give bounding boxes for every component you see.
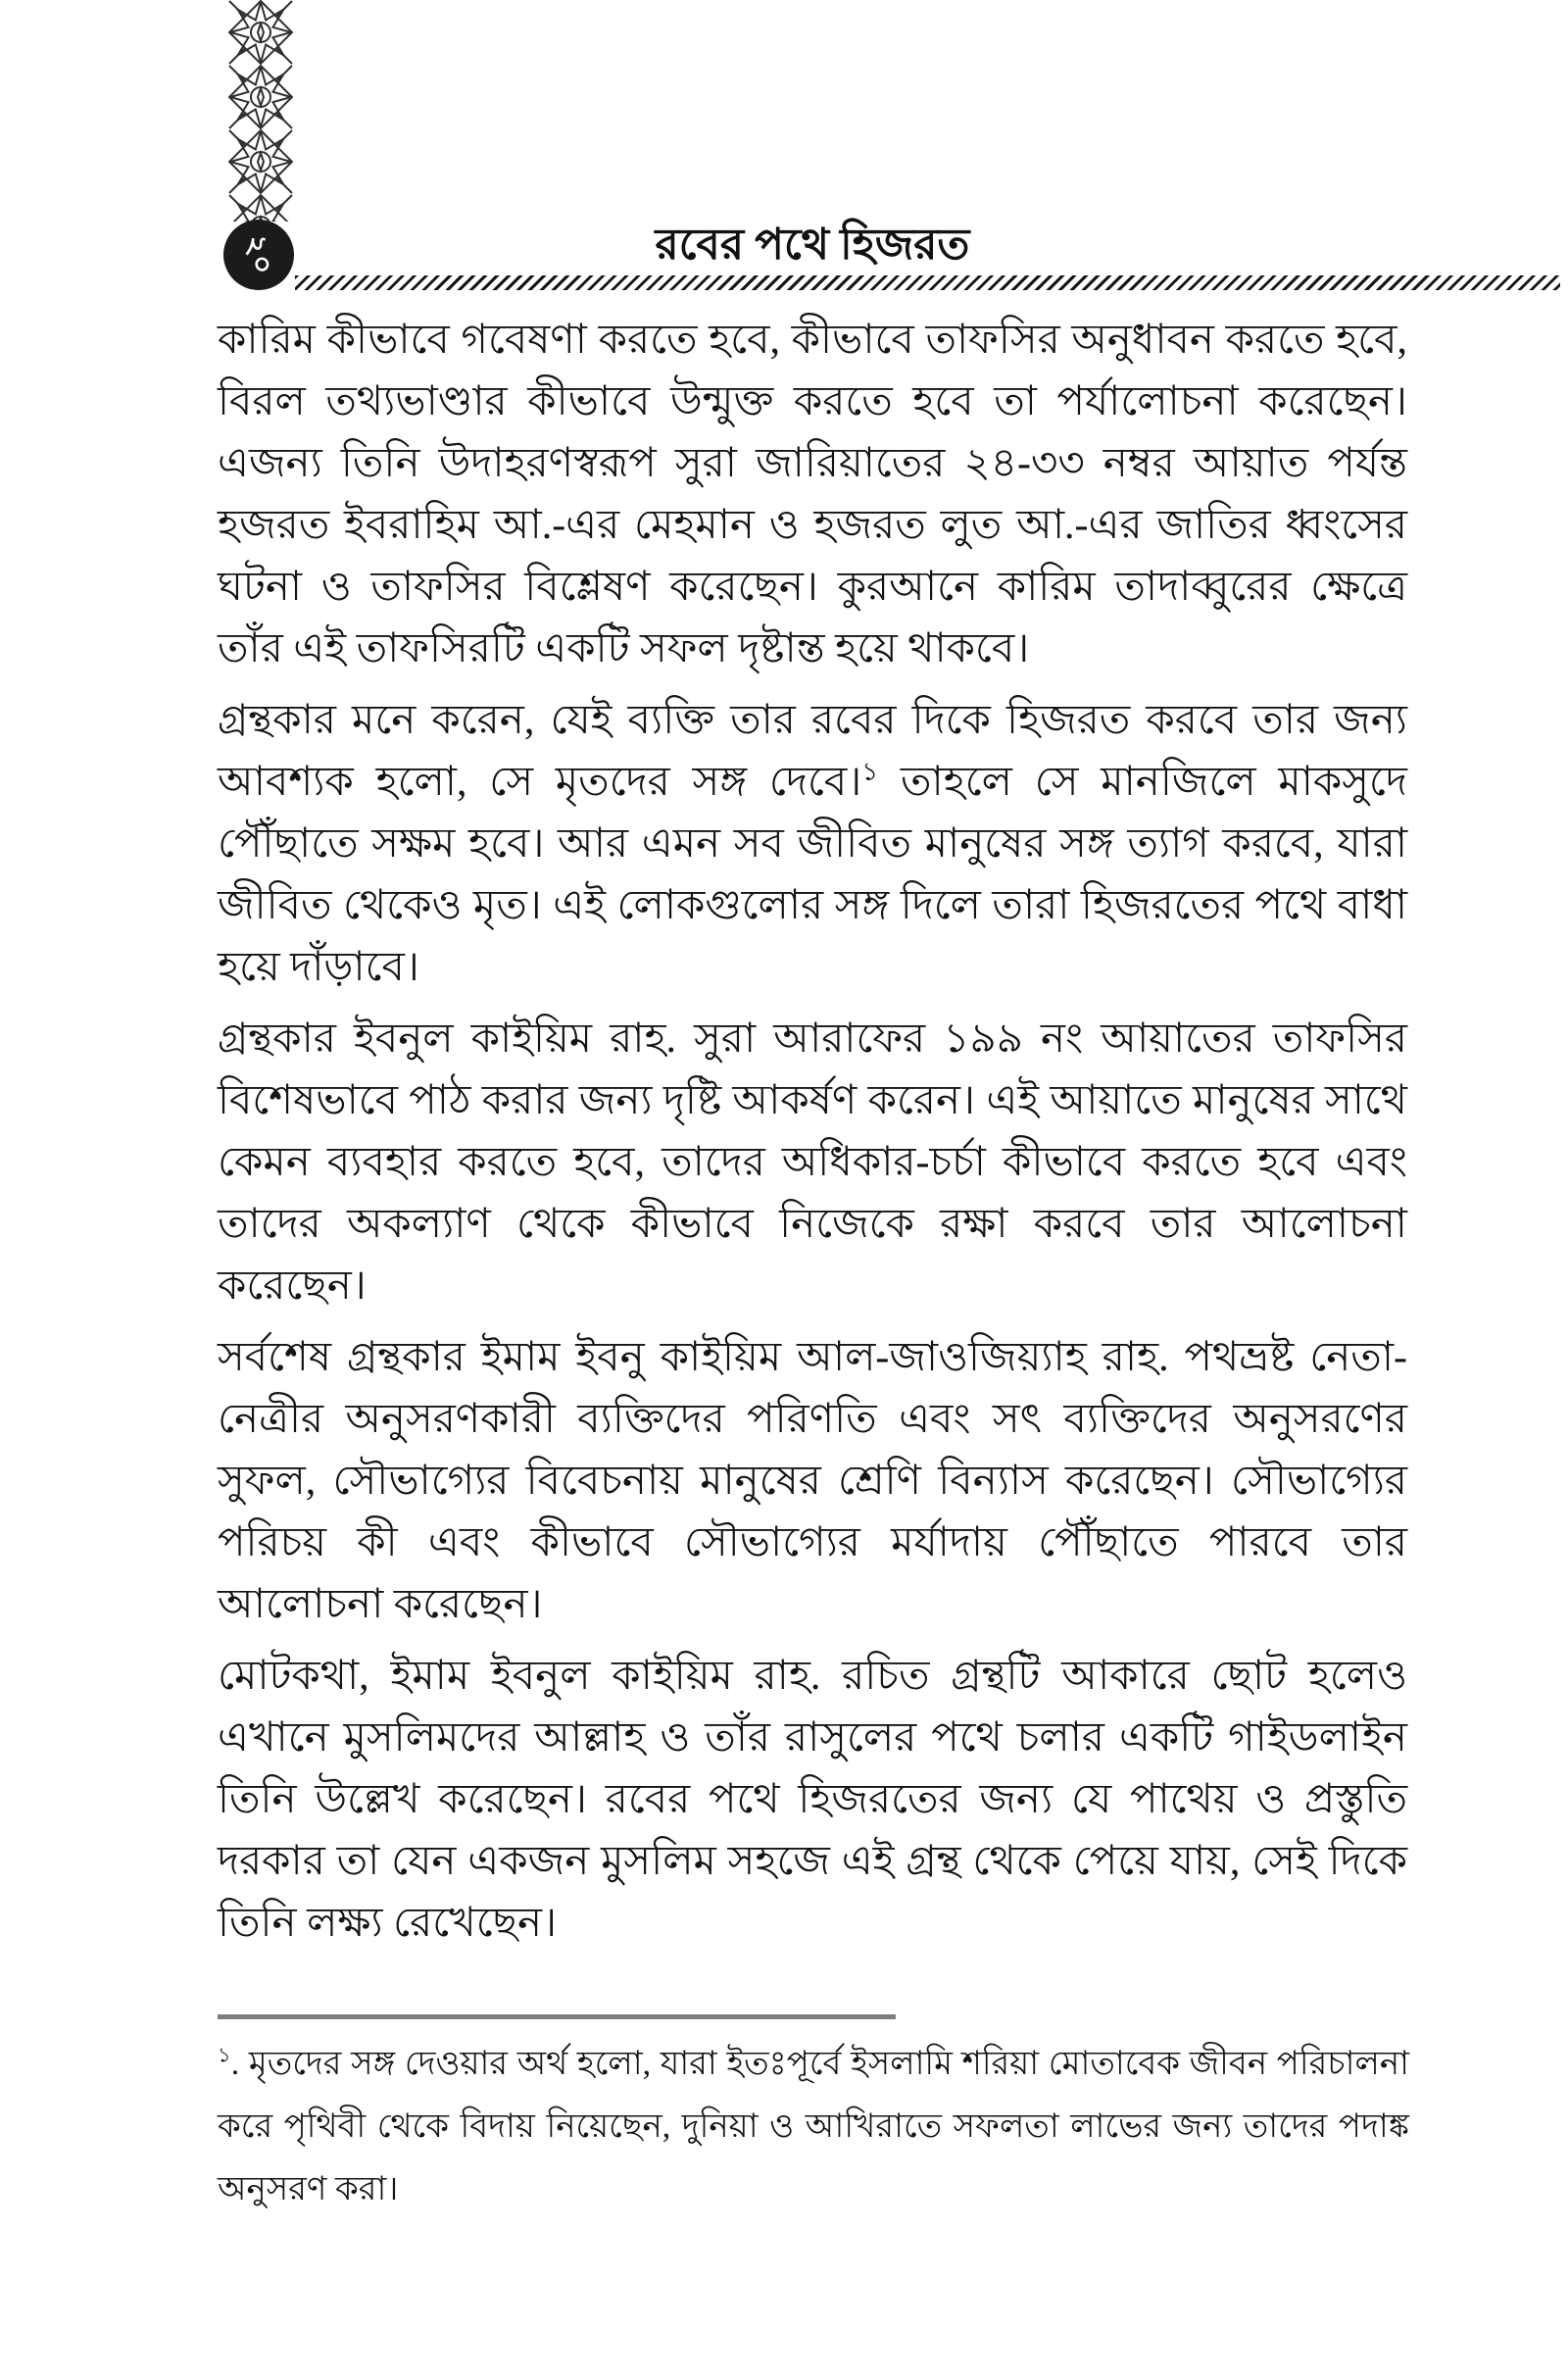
header-divider-hatch	[295, 275, 1560, 290]
paragraph-run: গ্রন্থকার ইবনুল কাইয়িম রাহ. সুরা আরাফের ১৯৯ নং আয়াতের তাফসির বিশেষভাবে পাঠ করার জন্য দৃষ্টি আকর্ষণ করেন। এই আয়াতে মানুষের সাথে কেমন ব্যবহার করতে হবে, তাদের অধিকার-চর্চা কীভাবে করতে হবে এবং তাদের অকল্যাণ থেকে কীভাবে নিজেকে রক্ষা করবে তার আলোচনা করেছেন।	[218, 1016, 1407, 1309]
paragraph	[218, 1327, 1407, 1636]
paragraph-run: তাহলে সে মানজিলে মাকসুদে পৌঁছাতে সক্ষম হবে। আর এমন সব জীবিত মানুষের সঙ্গ ত্যাগ করবে, যারা জীবিত থেকেও মৃত। এই লোকগুলোর সঙ্গ দিলে তারা হিজরতের পথে বাধা হয়ে দাঁড়াবে।	[218, 760, 1407, 990]
body-text	[218, 310, 1407, 1964]
page-header-title: রবের পথে হিজরত	[655, 221, 970, 269]
footnote	[218, 2033, 1409, 2221]
geometric-pattern-ornament	[228, 0, 293, 222]
paragraph	[218, 1646, 1407, 1955]
page-number: ২০	[238, 230, 281, 278]
footnote-ref: ১	[861, 758, 879, 786]
paragraph-run: কারিম কীভাবে গবেষণা করতে হবে, কীভাবে তাফসির অনুধাবন করতে হবে, বিরল তথ্যভাণ্ডার কীভাবে উন্মুক্ত করতে হবে তা পর্যালোচনা করেছেন। এজন্য তিনি উদাহরণস্বরূপ সুরা জারিয়াতের ২৪-৩৩ নম্বর আয়াত পর্যন্ত হজরত ইবরাহিম আ.-এর মেহমান ও হজরত লুত আ.-এর জাতির ধ্বংসের ঘটনা ও তাফসির বিশ্লেষণ করেছেন। কুরআনে কারিম তাদাব্বুরের ক্ষেত্রে তাঁর এই তাফসিরটি একটি সফল দৃষ্টান্ত হয়ে থাকবে।	[218, 318, 1407, 671]
footnote-marker: ১	[218, 2043, 231, 2067]
footnote-text: মৃতদের সঙ্গ দেওয়ার অর্থ হলো, যারা ইতঃপূর্বে ইসলামি শরিয়া মোতাবেক জীবন পরিচালনা করে পৃথিবী থেকে বিদায় নিয়েছেন, দুনিয়া ও আখিরাতে সফলতা লাভের জন্য তাদের পদাঙ্ক অনুসরণ করা।	[218, 2046, 1409, 2207]
paragraph-run: গ্রন্থকার মনে করেন, যেই ব্যক্তি তার রবের দিকে হিজরত করবে তার জন্য আবশ্যক হলো, সে মৃতদের সঙ্গ দেবে।	[218, 698, 1407, 805]
paragraph	[218, 690, 1407, 999]
paragraph-run: মোটকথা, ইমাম ইবনুল কাইয়িম রাহ. রচিত গ্রন্থটি আকারে ছোট হলেও এখানে মুসলিমদের আল্লাহ ও তাঁর রাসুলের পথে চলার একটি গাইডলাইন তিনি উল্লেখ করেছেন। রবের পথে হিজরতের জন্য যে পাথেয় ও প্রস্তুতি দরকার তা যেন একজন মুসলিম সহজে এই গ্রন্থ থেকে পেয়ে যায়, সেই দিকে তিনি লক্ষ্য রেখেছেন।	[218, 1654, 1407, 1946]
paragraph	[218, 1009, 1407, 1317]
paragraph	[218, 310, 1407, 680]
footnote-separator-rule	[218, 2014, 896, 2019]
footnote-marker-suffix: .	[230, 2046, 240, 2082]
paragraph-run: সর্বশেষ গ্রন্থকার ইমাম ইবনু কাইয়িম আল-জাওজিয়্যাহ রাহ. পথভ্রষ্ট নেতা-নেত্রীর অনুসরণকারী ব্যক্তিদের পরিণতি এবং সৎ ব্যক্তিদের অনুসরণের সুফল, সৌভাগ্যের বিবেচনায় মানুষের শ্রেণি বিন্যাস করেছেন। সৌভাগ্যের পরিচয় কী এবং কীভাবে সৌভাগ্যের মর্যাদায় পৌঁছাতে পারবে তার আলোচনা করেছেন।	[218, 1335, 1407, 1627]
